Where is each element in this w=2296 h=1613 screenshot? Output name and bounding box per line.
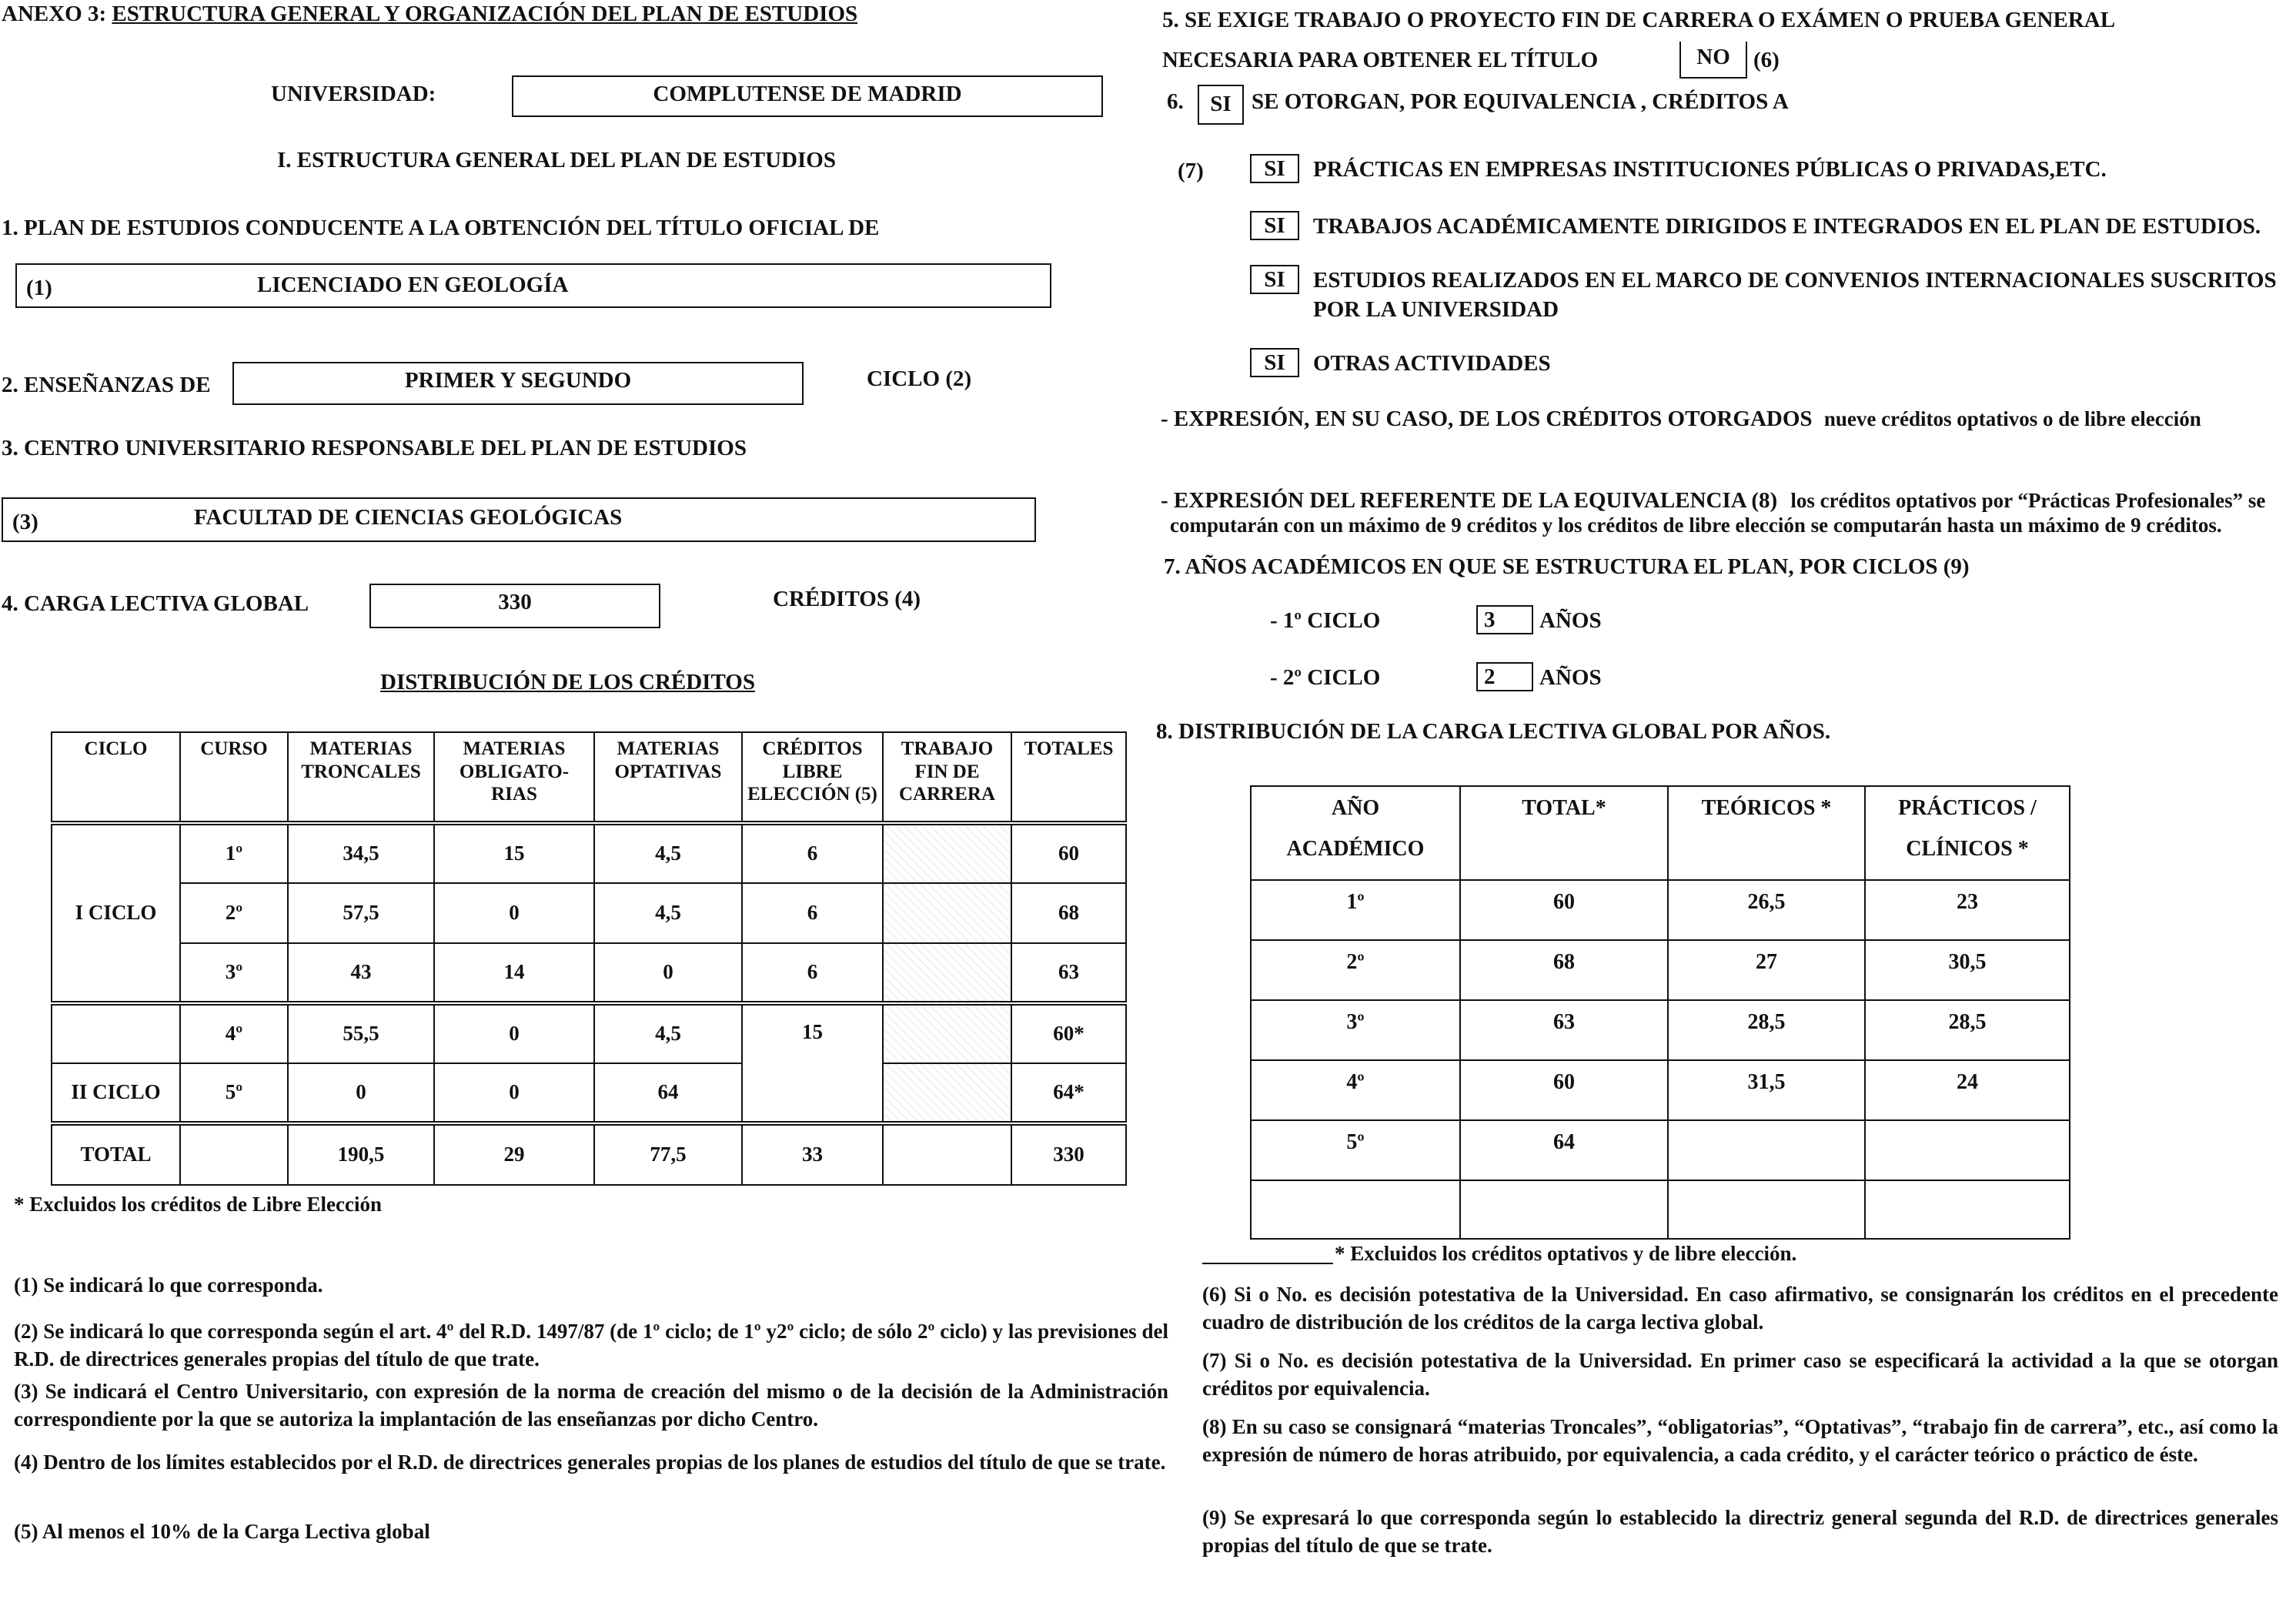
header-cell: TOTALES: [1011, 732, 1126, 823]
left-note: (1) Se indicará lo que corresponda.: [14, 1273, 323, 1297]
universidad-value: COMPLUTENSE DE MADRID: [653, 82, 962, 106]
table-cell: 24: [1865, 1060, 2070, 1120]
creditos-table: [51, 731, 1127, 1186]
table-cell: 14: [434, 943, 594, 1003]
item2-label: 2. ENSEÑANZAS DE: [2, 373, 211, 397]
ciclo2-box: [1476, 662, 1533, 691]
expresion-referente-value1: los créditos optativos por “Prácticas Profesionales” se: [1790, 489, 2266, 512]
equivalencia-text-cont: POR LA UNIVERSIDAD: [1313, 297, 1559, 322]
item5-value: NO: [1696, 45, 1730, 69]
table-cell: 4º: [180, 1003, 288, 1063]
table-cell: 26,5: [1668, 880, 1865, 940]
equivalencia-box: [1250, 211, 1299, 240]
table-cell: 0: [594, 943, 742, 1003]
header-cell: MATERIAS OBLIGATO-RIAS: [434, 732, 594, 823]
item5-line2: NECESARIA PARA OBTENER EL TÍTULO: [1162, 48, 1599, 72]
table-cell: [1668, 1180, 1865, 1239]
right-note: (8) En su caso se consignará “materias Troncales”, “obligatorias”, “Optativas”, “trabajo fin de carrera”, etc., así como la expresión de número de horas atribuido, por equivalencia, a cada crédito, y el carácter teórico o práctico de éste.: [1202, 1415, 2278, 1466]
table-cell: [1460, 1180, 1668, 1239]
table-cell: 68: [1011, 883, 1126, 943]
item5-ref: (6): [1753, 48, 1780, 72]
table-cell: 15: [434, 823, 594, 883]
table-cell: 0: [434, 1063, 594, 1123]
header-cell: [1865, 786, 2070, 880]
titulo-box: [15, 263, 1051, 308]
expresion-referente: [1161, 487, 2265, 514]
table-header-row: [52, 732, 1126, 823]
equivalencia-text: PRÁCTICAS EN EMPRESAS INSTITUCIONES PÚBLICAS O PRIVADAS,ETC.: [1313, 157, 2107, 182]
ciclo1-value: 3: [1484, 607, 1496, 632]
table-cell: 64: [1460, 1120, 1668, 1180]
table-cell: 6: [742, 883, 883, 943]
shaded-cell: [883, 1003, 1011, 1063]
right-note: (7) Si o No. es decisión potestativa de la Universidad. En primer caso se especificará la actividad a la que se otorgan créditos por equivalencia.: [1202, 1349, 2278, 1400]
header-cell: CICLO: [52, 732, 180, 823]
table-cell: 63: [1011, 943, 1126, 1003]
table-row: [1251, 1180, 2070, 1239]
item6-ref: (7): [1178, 159, 1204, 183]
creditos-suffix: CRÉDITOS (4): [773, 587, 921, 611]
ciclo1-label: - 1º CICLO: [1270, 608, 1381, 633]
table-cell: [52, 1003, 180, 1063]
table-cell: 64*: [1011, 1063, 1126, 1123]
table-cell: [883, 1123, 1011, 1185]
table-row: [52, 883, 1126, 943]
equivalencia-value: SI: [1264, 350, 1285, 375]
table-row: [1251, 1000, 2070, 1060]
total-row: [52, 1123, 1126, 1185]
left-note: (2) Se indicará lo que corresponda según el art. 4º del R.D. 1497/87 (de 1º ciclo; de 1º y2º ciclo; de sólo 2º ciclo) y las previsiones del R.D. de directrices generales propias del título de que trate.: [14, 1320, 1168, 1370]
table-cell: 0: [288, 1063, 434, 1123]
table-cell: 63: [1460, 1000, 1668, 1060]
ciclo1-cell: I CICLO: [52, 823, 180, 1003]
item3-label: 3. CENTRO UNIVERSITARIO RESPONSABLE DEL PLAN DE ESTUDIOS: [2, 436, 747, 460]
table-cell: 1º: [180, 823, 288, 883]
header-ano-line2: ACADÉMICO: [1286, 837, 1425, 861]
header-cell: TOTAL*: [1460, 786, 1668, 880]
centro-ref: (3): [12, 510, 38, 534]
left-note: (4) Dentro de los límites establecidos por el R.D. de directrices generales propias de los planes de estudios del título de que se trate.: [14, 1451, 1166, 1474]
ciclo1-box: [1476, 605, 1533, 634]
item6-text: SE OTORGAN, POR EQUIVALENCIA , CRÉDITOS A: [1252, 89, 1789, 114]
centro-box: [2, 497, 1036, 542]
titulo-value: LICENCIADO EN GEOLOGÍA: [257, 273, 569, 297]
equivalencia-text: OTRAS ACTIVIDADES: [1313, 351, 1551, 376]
table-cell: 1º: [1251, 880, 1460, 940]
table-row: [52, 943, 1126, 1003]
table-cell: 34,5: [288, 823, 434, 883]
titulo-ref: (1): [26, 276, 52, 300]
table-cell: 60*: [1011, 1003, 1126, 1063]
item8-label: 8. DISTRIBUCIÓN DE LA CARGA LECTIVA GLOBAL POR AÑOS.: [1156, 719, 1831, 744]
table-cell: 4º: [1251, 1060, 1460, 1120]
distribucion-footnote: * Excluidos los créditos de Libre Elección: [14, 1193, 382, 1216]
item1-label: 1. PLAN DE ESTUDIOS CONDUCENTE A LA OBTENCIÓN DEL TÍTULO OFICIAL DE: [2, 216, 880, 240]
table-cell: 28,5: [1865, 1000, 2070, 1060]
table-cell: 57,5: [288, 883, 434, 943]
header-cell: CURSO: [180, 732, 288, 823]
table-cell: 60: [1460, 1060, 1668, 1120]
item7-label: 7. AÑOS ACADÉMICOS EN QUE SE ESTRUCTURA EL PLAN, POR CICLOS (9): [1164, 554, 1970, 579]
section-title: I. ESTRUCTURA GENERAL DEL PLAN DE ESTUDIOS: [277, 148, 836, 172]
carga-por-anos-table: [1250, 785, 2070, 1240]
table-cell: 0: [434, 1003, 594, 1063]
table-cell: 6: [742, 823, 883, 883]
header-practicos-line2: CLÍNICOS *: [1906, 837, 2029, 861]
table-cell: 27: [1668, 940, 1865, 1000]
table-cell: 43: [288, 943, 434, 1003]
right-note: (9) Se expresará lo que corresponda según lo establecido la directriz general segunda del R.D. de directrices generales propias del título de que se trate.: [1202, 1506, 2278, 1557]
item4-label: 4. CARGA LECTIVA GLOBAL: [2, 591, 309, 616]
ciclo2-label: - 2º CICLO: [1270, 665, 1381, 690]
expresion-creditos: [1161, 405, 2201, 433]
table-cell: 60: [1011, 823, 1126, 883]
table-cell: 2º: [1251, 940, 1460, 1000]
equivalencia-value: SI: [1264, 156, 1285, 181]
table-cell: 33: [742, 1123, 883, 1185]
equivalencia-box: [1250, 348, 1299, 377]
universidad-label: UNIVERSIDAD:: [271, 82, 436, 106]
ciclo2-unit: AÑOS: [1539, 665, 1602, 690]
ensenanzas-value: PRIMER Y SEGUNDO: [404, 368, 632, 393]
equivalencia-box: [1250, 154, 1299, 183]
ensenanzas-box: [232, 362, 804, 405]
shaded-cell: [883, 883, 1011, 943]
header-practicos-line1: PRÁCTICOS /: [1898, 796, 2037, 820]
distribucion-title: DISTRIBUCIÓN DE LOS CRÉDITOS: [380, 670, 755, 694]
table-cell: [1668, 1120, 1865, 1180]
item5-line1: 5. SE EXIGE TRABAJO O PROYECTO FIN DE CARRERA O EXÁMEN O PRUEBA GENERAL: [1162, 8, 2116, 32]
table-cell: 23: [1865, 880, 2070, 940]
item6-value-box: [1198, 85, 1244, 125]
table-row: [1251, 880, 2070, 940]
equivalencia-box: [1250, 265, 1299, 294]
shaded-cell: [883, 943, 1011, 1003]
expresion-creditos-value: nueve créditos optativos o de libre elección: [1823, 407, 2201, 430]
right-note: (6) Si o No. es decisión potestativa de la Universidad. En caso afirmativo, se consignarán los créditos en el precedente cuadro de distribución de los créditos de la carga lectiva global.: [1202, 1283, 2278, 1334]
table-row: [52, 1063, 1126, 1123]
table-cell: 31,5: [1668, 1060, 1865, 1120]
shaded-cell: [883, 823, 1011, 883]
table-row: [1251, 1120, 2070, 1180]
table-cell: 15: [742, 1003, 883, 1123]
carga-box: [369, 584, 660, 628]
equivalencia-value: SI: [1264, 267, 1285, 292]
header-ano-line1: AÑO: [1331, 796, 1380, 820]
table-cell: 3º: [180, 943, 288, 1003]
item6-num: 6.: [1167, 89, 1184, 114]
table-cell: 4,5: [594, 1003, 742, 1063]
table-cell: 29: [434, 1123, 594, 1185]
table-cell: [1865, 1120, 2070, 1180]
shaded-cell: [883, 1063, 1011, 1123]
table-row: [1251, 940, 2070, 1000]
ciclo2-cell: II CICLO: [52, 1063, 180, 1123]
ciclo-suffix: CICLO (2): [867, 366, 972, 391]
expresion-referente-label: - EXPRESIÓN DEL REFERENTE DE LA EQUIVALENCIA (8): [1161, 488, 1778, 513]
equivalencia-text: TRABAJOS ACADÉMICAMENTE DIRIGIDOS E INTEGRADOS EN EL PLAN DE ESTUDIOS.: [1313, 214, 2261, 239]
table-cell: 0: [434, 883, 594, 943]
anexo-title: ESTRUCTURA GENERAL Y ORGANIZACIÓN DEL PLAN DE ESTUDIOS: [112, 2, 858, 26]
table-header-row: [1251, 786, 2070, 880]
ciclo2-value: 2: [1484, 664, 1496, 689]
total-label: TOTAL: [52, 1123, 180, 1185]
table-row: [1251, 1060, 2070, 1120]
table-cell: 55,5: [288, 1003, 434, 1063]
table-cell: 5º: [1251, 1120, 1460, 1180]
carga-value: 330: [498, 590, 532, 614]
header-cell: TEÓRICOS *: [1668, 786, 1865, 880]
item5-value-box: [1679, 42, 1747, 79]
table-cell: 2º: [180, 883, 288, 943]
universidad-box: [512, 75, 1103, 117]
anexo-heading: [2, 0, 857, 28]
table-cell: [1251, 1180, 1460, 1239]
anexo-prefix: ANEXO 3:: [2, 2, 107, 26]
table-row: [52, 823, 1126, 883]
header-cell: [1251, 786, 1460, 880]
header-cell: MATERIAS OPTATIVAS: [594, 732, 742, 823]
table-cell: 60: [1460, 880, 1668, 940]
centro-value: FACULTAD DE CIENCIAS GEOLÓGICAS: [194, 505, 623, 530]
table-cell: 77,5: [594, 1123, 742, 1185]
table-cell: 190,5: [288, 1123, 434, 1185]
table-cell: 330: [1011, 1123, 1126, 1185]
table-cell: [180, 1123, 288, 1185]
table-cell: 30,5: [1865, 940, 2070, 1000]
header-cell: MATERIAS TRONCALES: [288, 732, 434, 823]
header-cell: TRABAJO FIN DE CARRERA: [883, 732, 1011, 823]
table-cell: [1865, 1180, 2070, 1239]
table-cell: 4,5: [594, 823, 742, 883]
table-cell: 68: [1460, 940, 1668, 1000]
equivalencia-text: ESTUDIOS REALIZADOS EN EL MARCO DE CONVENIOS INTERNACIONALES SUSCRITOS: [1313, 268, 2277, 293]
left-note: (3) Se indicará el Centro Universitario, con expresión de la norma de creación del mismo o de la decisión de la Administración correspondiente por la que se autoriza la implantación de las enseñanzas por dicho Centro.: [14, 1380, 1168, 1431]
left-note: (5) Al menos el 10% de la Carga Lectiva global: [14, 1520, 430, 1543]
ciclo1-unit: AÑOS: [1539, 608, 1602, 633]
footnote-rule: [1202, 1263, 1333, 1264]
header-cell: CRÉDITOS LIBRE ELECCIÓN (5): [742, 732, 883, 823]
table-cell: 28,5: [1668, 1000, 1865, 1060]
table-cell: 4,5: [594, 883, 742, 943]
expresion-creditos-label: - EXPRESIÓN, EN SU CASO, DE LOS CRÉDITOS OTORGADOS: [1161, 407, 1813, 431]
table-row: [52, 1003, 1126, 1063]
table-cell: 3º: [1251, 1000, 1460, 1060]
table-cell: 5º: [180, 1063, 288, 1123]
carga-footnote: * Excluidos los créditos optativos y de libre elección.: [1335, 1242, 1797, 1265]
equivalencia-value: SI: [1264, 213, 1285, 238]
item6-value: SI: [1210, 92, 1232, 116]
table-cell: 64: [594, 1063, 742, 1123]
expresion-referente-value2: computarán con un máximo de 9 créditos y los créditos de libre elección se computarán hasta un máximo de 9 créditos.: [1170, 514, 2222, 537]
table-cell: 6: [742, 943, 883, 1003]
